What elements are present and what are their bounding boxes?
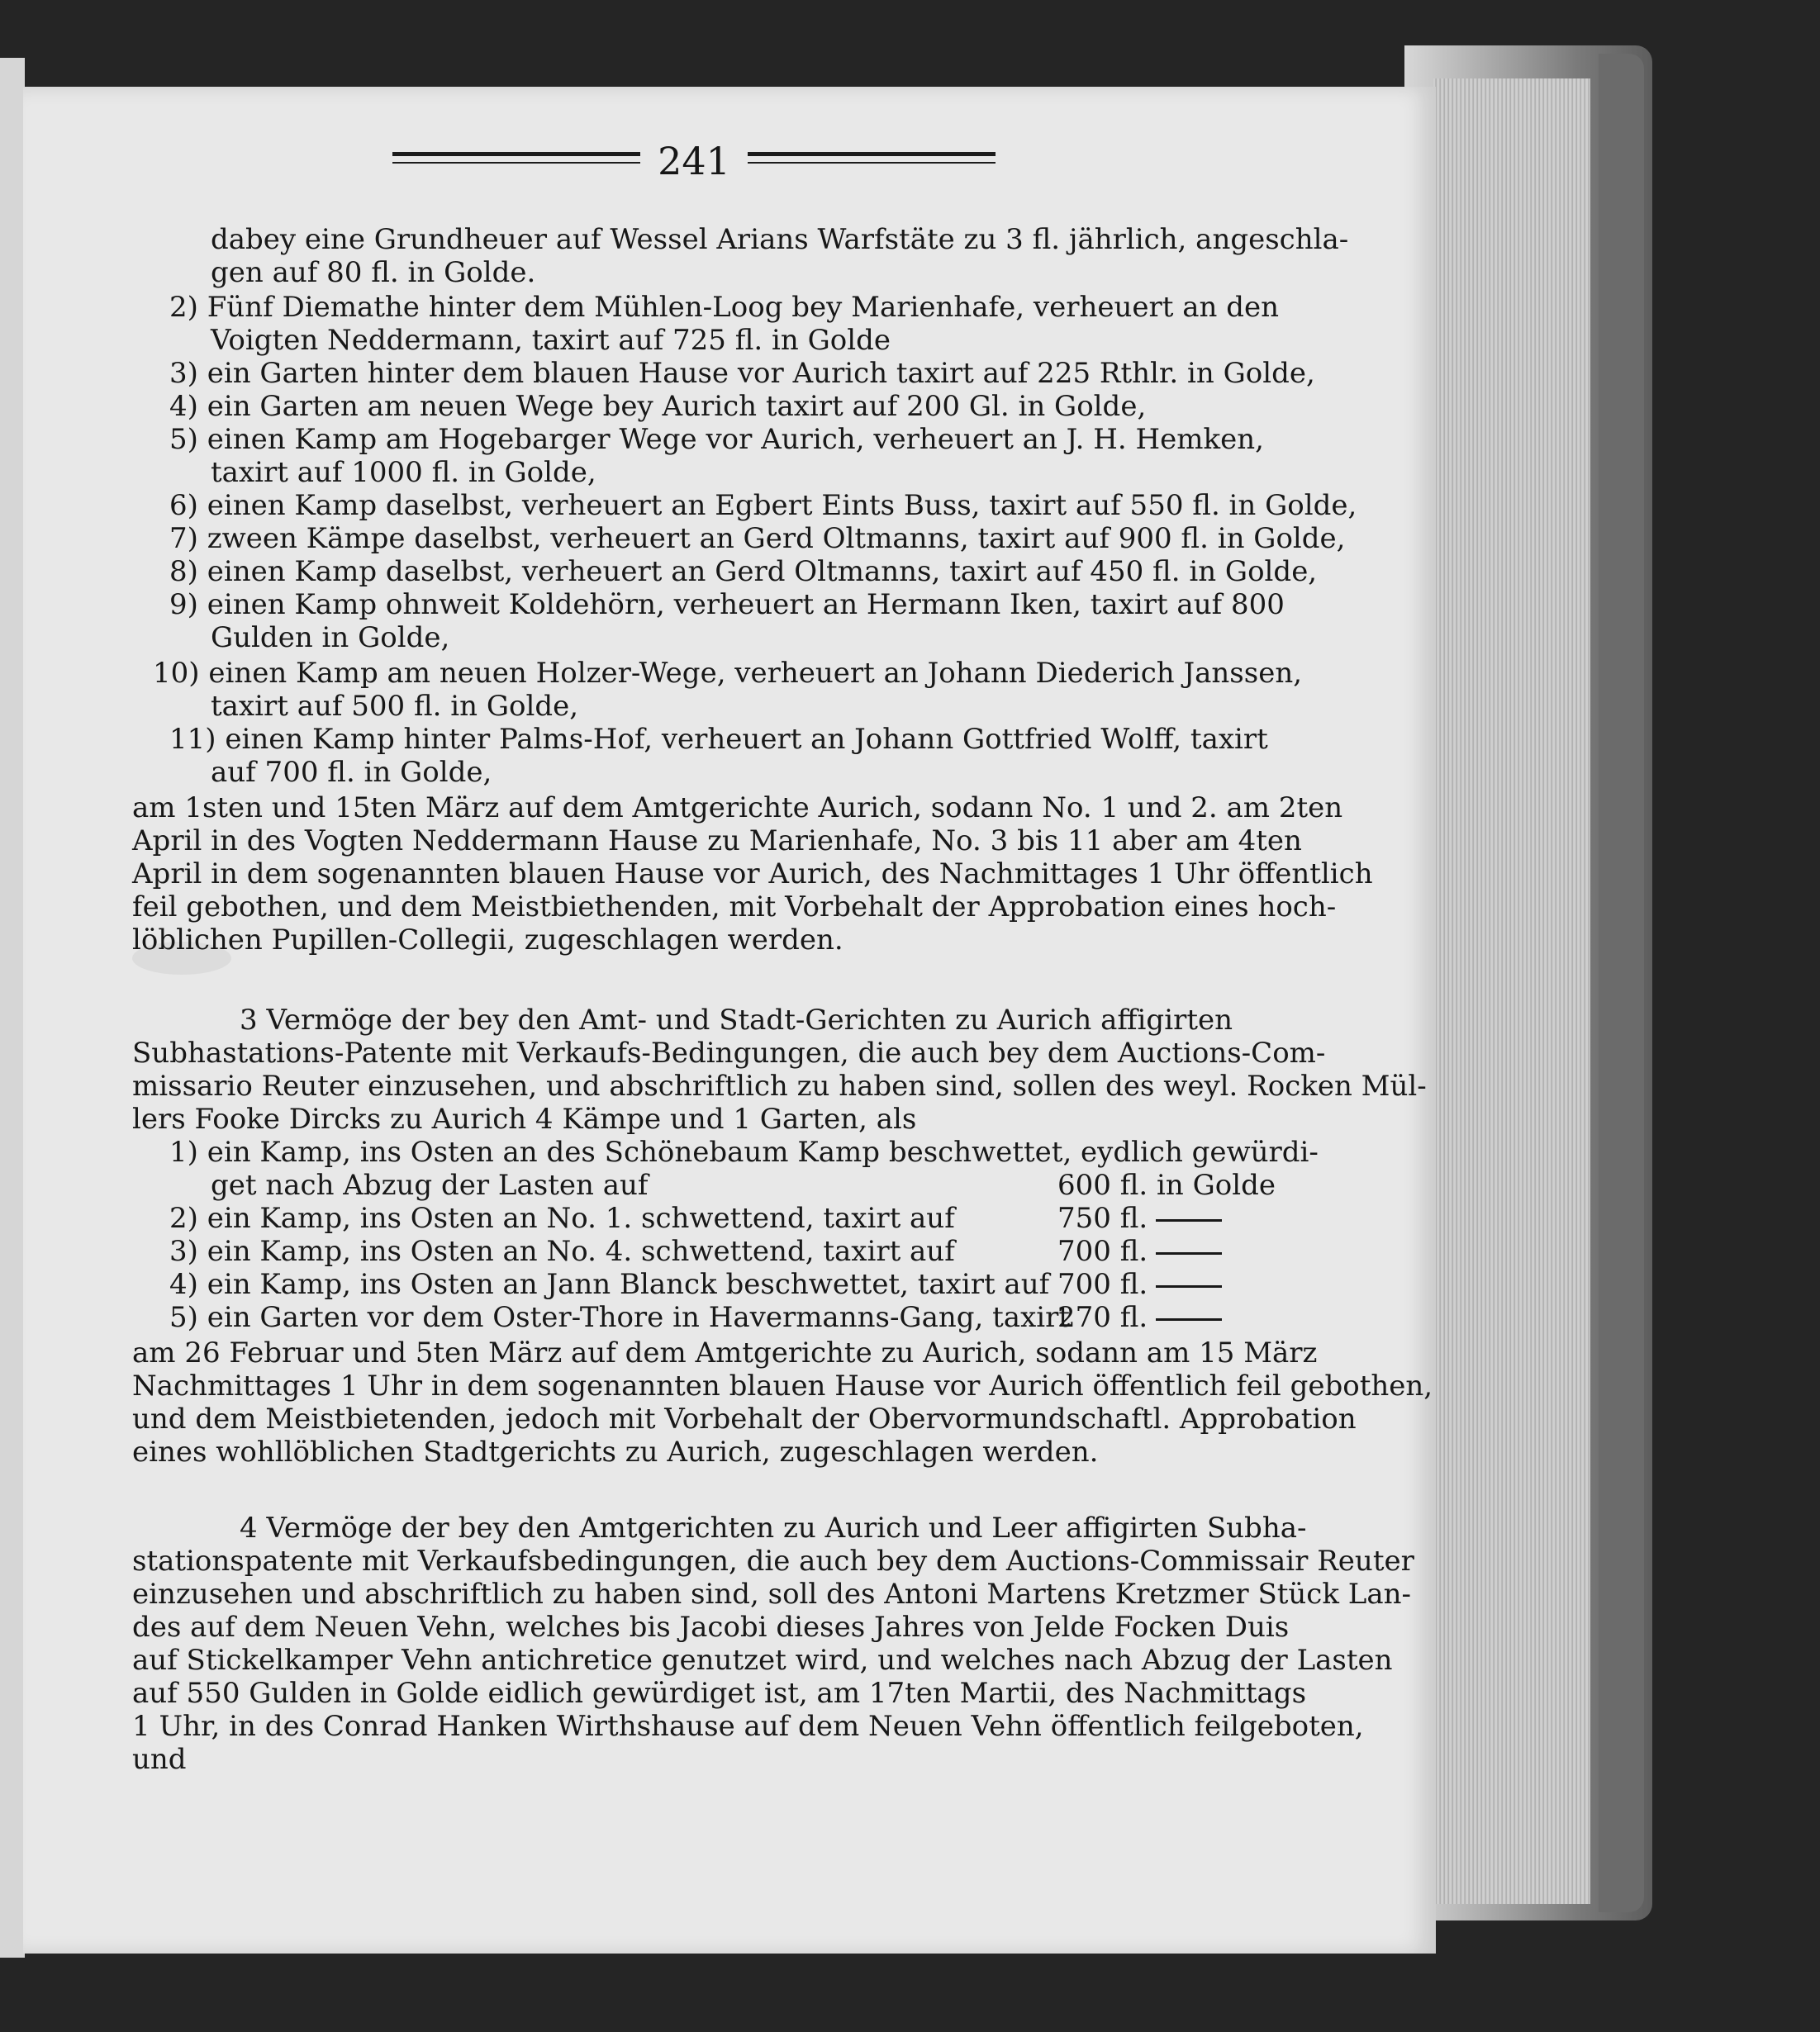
amount: 270 fl. <box>1057 1301 1148 1334</box>
text-line: 8) einen Kamp daselbst, verheuert an Gerd Oltmanns, taxirt auf 450 fl. in Golde, <box>169 555 1318 588</box>
ditto-dash <box>1156 1252 1222 1255</box>
text-line: April in des Vogten Neddermann Hause zu Marienhafe, No. 3 bis 11 aber am 4ten <box>132 824 1302 857</box>
amount: 700 fl. <box>1057 1268 1148 1301</box>
text-line: einzusehen und abschriftlich zu haben sind, soll des Antoni Martens Kretzmer Stück Lan- <box>132 1578 1411 1611</box>
text-line: gen auf 80 fl. in Golde. <box>211 256 536 289</box>
text-line: Voigten Neddermann, taxirt auf 725 fl. in Golde <box>211 324 891 357</box>
text-line: 1) ein Kamp, ins Osten an des Schönebaum Kamp beschwettet, eydlich gewürdi- <box>169 1136 1319 1169</box>
amount: 750 fl. <box>1057 1202 1148 1235</box>
text-line: April in dem sogenannten blauen Hause vor Aurich, des Nachmittages 1 Uhr öffentlich <box>132 857 1373 890</box>
text-line: 5) einen Kamp am Hogebarger Wege vor Aurich, verheuert an J. H. Hemken, <box>169 423 1264 456</box>
text-line: 4) ein Garten am neuen Wege bey Aurich taxirt auf 200 Gl. in Golde, <box>169 390 1147 423</box>
text-line: 5) ein Garten vor dem Oster-Thore in Havermanns-Gang, taxirt <box>169 1301 1071 1334</box>
text-line: löblichen Pupillen-Collegii, zugeschlagen werden. <box>132 923 843 957</box>
text-line: taxirt auf 500 fl. in Golde, <box>211 690 579 723</box>
amount-row <box>1057 1301 1222 1334</box>
text-line: 4) ein Kamp, ins Osten an Jann Blanck beschwettet, taxirt auf <box>169 1268 1050 1301</box>
ditto-dash <box>1156 1285 1222 1288</box>
text-line: am 26 Februar und 5ten März auf dem Amtgerichte zu Aurich, sodann am 15 März <box>132 1336 1318 1370</box>
text-line: 6) einen Kamp daselbst, verheuert an Egbert Eints Buss, taxirt auf 550 fl. in Golde, <box>169 489 1357 522</box>
text-line: und dem Meistbietenden, jedoch mit Vorbehalt der Obervormundschaftl. Approbation <box>132 1403 1357 1436</box>
text-line: get nach Abzug der Lasten auf <box>211 1169 649 1202</box>
text-line: Gulden in Golde, <box>211 621 450 654</box>
text-line: 3) ein Kamp, ins Osten an No. 4. schwettend, taxirt auf <box>169 1235 955 1268</box>
text-line: 7) zween Kämpe daselbst, verheuert an Gerd Oltmanns, taxirt auf 900 fl. in Golde, <box>169 522 1346 555</box>
text-line: am 1sten und 15ten März auf dem Amtgerichte Aurich, sodann No. 1 und 2. am 2ten <box>132 791 1343 824</box>
text-line: auf Stickelkamper Vehn antichretice genutzet wird, und welches nach Abzug der Lasten <box>132 1644 1393 1677</box>
amount: 700 fl. <box>1057 1235 1148 1268</box>
page-edges <box>1433 78 1590 1904</box>
text-line: 3 Vermöge der bey den Amt- und Stadt-Gerichten zu Aurich affigirten <box>240 1004 1233 1037</box>
text-line: missario Reuter einzusehen, und abschriftlich zu haben sind, sollen des weyl. Rocken Mül- <box>132 1070 1427 1103</box>
text-line: auf 550 Gulden in Golde eidlich gewürdiget ist, am 17ten Martii, des Nachmittags <box>132 1677 1307 1710</box>
text-line: und <box>132 1743 187 1776</box>
text-line: 1 Uhr, in des Conrad Hanken Wirthshause auf dem Neuen Vehn öffentlich feilgeboten, <box>132 1710 1364 1743</box>
book-cover-edge <box>1599 54 1644 1912</box>
amount-row <box>1057 1235 1222 1268</box>
text-line: eines wohllöblichen Stadtgerichts zu Aurich, zugeschlagen werden. <box>132 1436 1099 1469</box>
text-line: taxirt auf 1000 fl. in Golde, <box>211 456 596 489</box>
text-line: 2) Fünf Diemathe hinter dem Mühlen-Loog bey Marienhafe, verheuert an den <box>169 291 1279 324</box>
previous-page-edge <box>0 58 25 1958</box>
ditto-dash <box>1156 1219 1222 1222</box>
header-rule-left <box>392 152 640 164</box>
page-header <box>392 139 996 183</box>
amount: 600 fl. in Golde <box>1057 1169 1276 1202</box>
text-line: 11) einen Kamp hinter Palms-Hof, verheuert an Johann Gottfried Wolff, taxirt <box>169 723 1268 756</box>
text-line: Nachmittages 1 Uhr in dem sogenannten blauen Hause vor Aurich öffentlich feil gebothen, <box>132 1370 1433 1403</box>
text-line: stationspatente mit Verkaufsbedingungen, die auch bey dem Auctions-Commissair Reuter <box>132 1545 1414 1578</box>
text-line: 3) ein Garten hinter dem blauen Hause vor Aurich taxirt auf 225 Rthlr. in Golde, <box>169 357 1315 390</box>
page-number: 241 <box>658 139 730 183</box>
amount-row <box>1057 1202 1222 1235</box>
text-line: 4 Vermöge der bey den Amtgerichten zu Aurich und Leer affigirten Subha- <box>240 1512 1307 1545</box>
text-line: auf 700 fl. in Golde, <box>211 756 492 789</box>
text-line: Subhastations-Patente mit Verkaufs-Bedingungen, die auch bey dem Auctions-Com- <box>132 1037 1326 1070</box>
text-line: 9) einen Kamp ohnweit Koldehörn, verheuert an Hermann Iken, taxirt auf 800 <box>169 588 1285 621</box>
text-line: des auf dem Neuen Vehn, welches bis Jacobi dieses Jahres von Jelde Focken Duis <box>132 1611 1290 1644</box>
header-rule-right <box>748 152 996 164</box>
text-line: 2) ein Kamp, ins Osten an No. 1. schwettend, taxirt auf <box>169 1202 955 1235</box>
text-line: dabey eine Grundheuer auf Wessel Arians Warfstäte zu 3 fl. jährlich, angeschla- <box>211 223 1349 256</box>
ditto-dash <box>1156 1318 1222 1321</box>
amount-row <box>1057 1268 1222 1301</box>
text-line: feil gebothen, und dem Meistbiethenden, mit Vorbehalt der Approbation eines hoch- <box>132 890 1337 923</box>
text-line: lers Fooke Dircks zu Aurich 4 Kämpe und 1 Garten, als <box>132 1103 917 1136</box>
text-line: 10) einen Kamp am neuen Holzer-Wege, verheuert an Johann Diederich Janssen, <box>153 657 1303 690</box>
